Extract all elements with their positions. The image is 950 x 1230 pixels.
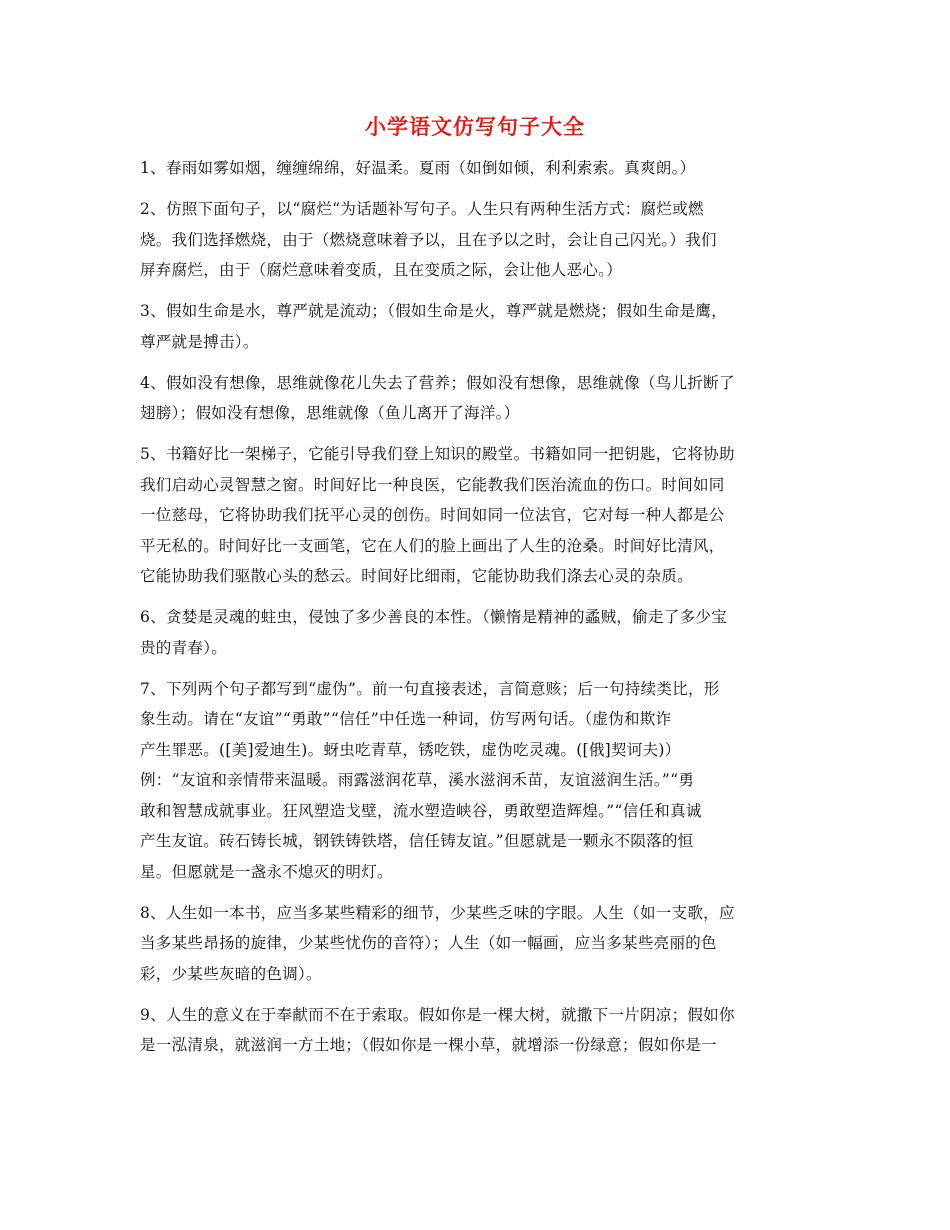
document-body — [140, 153, 812, 1071]
paragraph-1: 1、春雨如雾如烟，缠缠绵绵，好温柔。夏雨（如倒如倾，利利索索。真爽朗。） — [140, 159, 696, 177]
paragraph-2: 2、仿照下面句子，以“腐烂“为话题补写句子。人生只有两种生活方式：腐烂或燃 烧。我们选择燃烧，由于（燃烧意味着予以，且在予以之时，会让自己闪光。）我们 屏弃腐烂，由于（腐烂意味着变质，且在变质之际，会让他人恶心。） — [140, 200, 717, 279]
paragraph-7: 7、下列两个句子都写到“虚伪”。前一句直接表述，言简意赅；后一句持续类比，形 象生动。请在“友谊”“勇敢”“信任”中任选一种词，仿写两句话。（虚伪和欺诈 产生罪恶。([美]爱迪生)。蚜虫吃青草，锈吃铁，虚伪吃灵魂。([俄]契诃夫)） 例：“友谊和亲情带来温暖。雨露滋润花草，溪水滋润禾苗，友谊滋润生活。”“勇 敢和智慧成就事业。狂风塑造戈壁，流水塑造峡谷，勇敢塑造辉煌。”“信任和真诚 产生友谊。砖石铸长城，钢铁铸铁塔，信任铸友谊。”但愿就是一颗永不陨落的恒 星。但愿就是一盏永不熄灭的明灯。 — [140, 679, 720, 881]
paragraph-6: 6、贪婪是灵魂的蛀虫，侵蚀了多少善良的本性。（懒惰是精神的蟊贼，偷走了多少宝 贵的青春）。 — [140, 608, 728, 657]
paragraph-8: 8、人生如一本书，应当多某些精彩的细节，少某些乏味的字眼。人生（如一支歌，应 当多某些昂扬的旋律，少某些忧伤的音符）；人生（如一幅画，应当多某些亮丽的色 彩，少某些灰暗的色调）。 — [140, 903, 735, 983]
page-title: 小学语文仿写句子大全 — [365, 114, 585, 139]
paragraph-5: 5、书籍好比一架梯子，它能引导我们登上知识的殿堂。书籍如同一把钥匙，它将协助 我们启动心灵智慧之窗。时间好比一种良医，它能教我们医治流血的伤口。时间如同 一位慈母，它将协助我们抚平心灵的创伤。时间如同一位法官，它对每一种人都是公 平无私的。时间好比一支画笔，它在人们的脸上画出了人生的沧桑。时间好比清风， 它能协助我们驱散心头的愁云。时间好比细雨，它能协助我们涤去心灵的杂质。 — [140, 445, 735, 585]
paragraph-3: 3、假如生命是水，尊严就是流动；（假如生命是火，尊严就是燃烧；假如生命是鹰， 尊严就是搏击）。 — [140, 302, 728, 351]
paragraph-9: 9、人生的意义在于奉献而不在于索取。假如你是一棵大树，就撒下一片阴凉；假如你 是一泓清泉，就滋润一方土地；（假如你是一棵小草，就增添一份绿意；假如你是一 — [140, 1005, 735, 1054]
paragraph-4: 4、假如没有想像，思维就像花儿失去了营养；假如没有想像，思维就像（鸟儿折断了 翅膀）；假如没有想像，思维就像（鱼儿离开了海洋。） — [140, 373, 735, 422]
